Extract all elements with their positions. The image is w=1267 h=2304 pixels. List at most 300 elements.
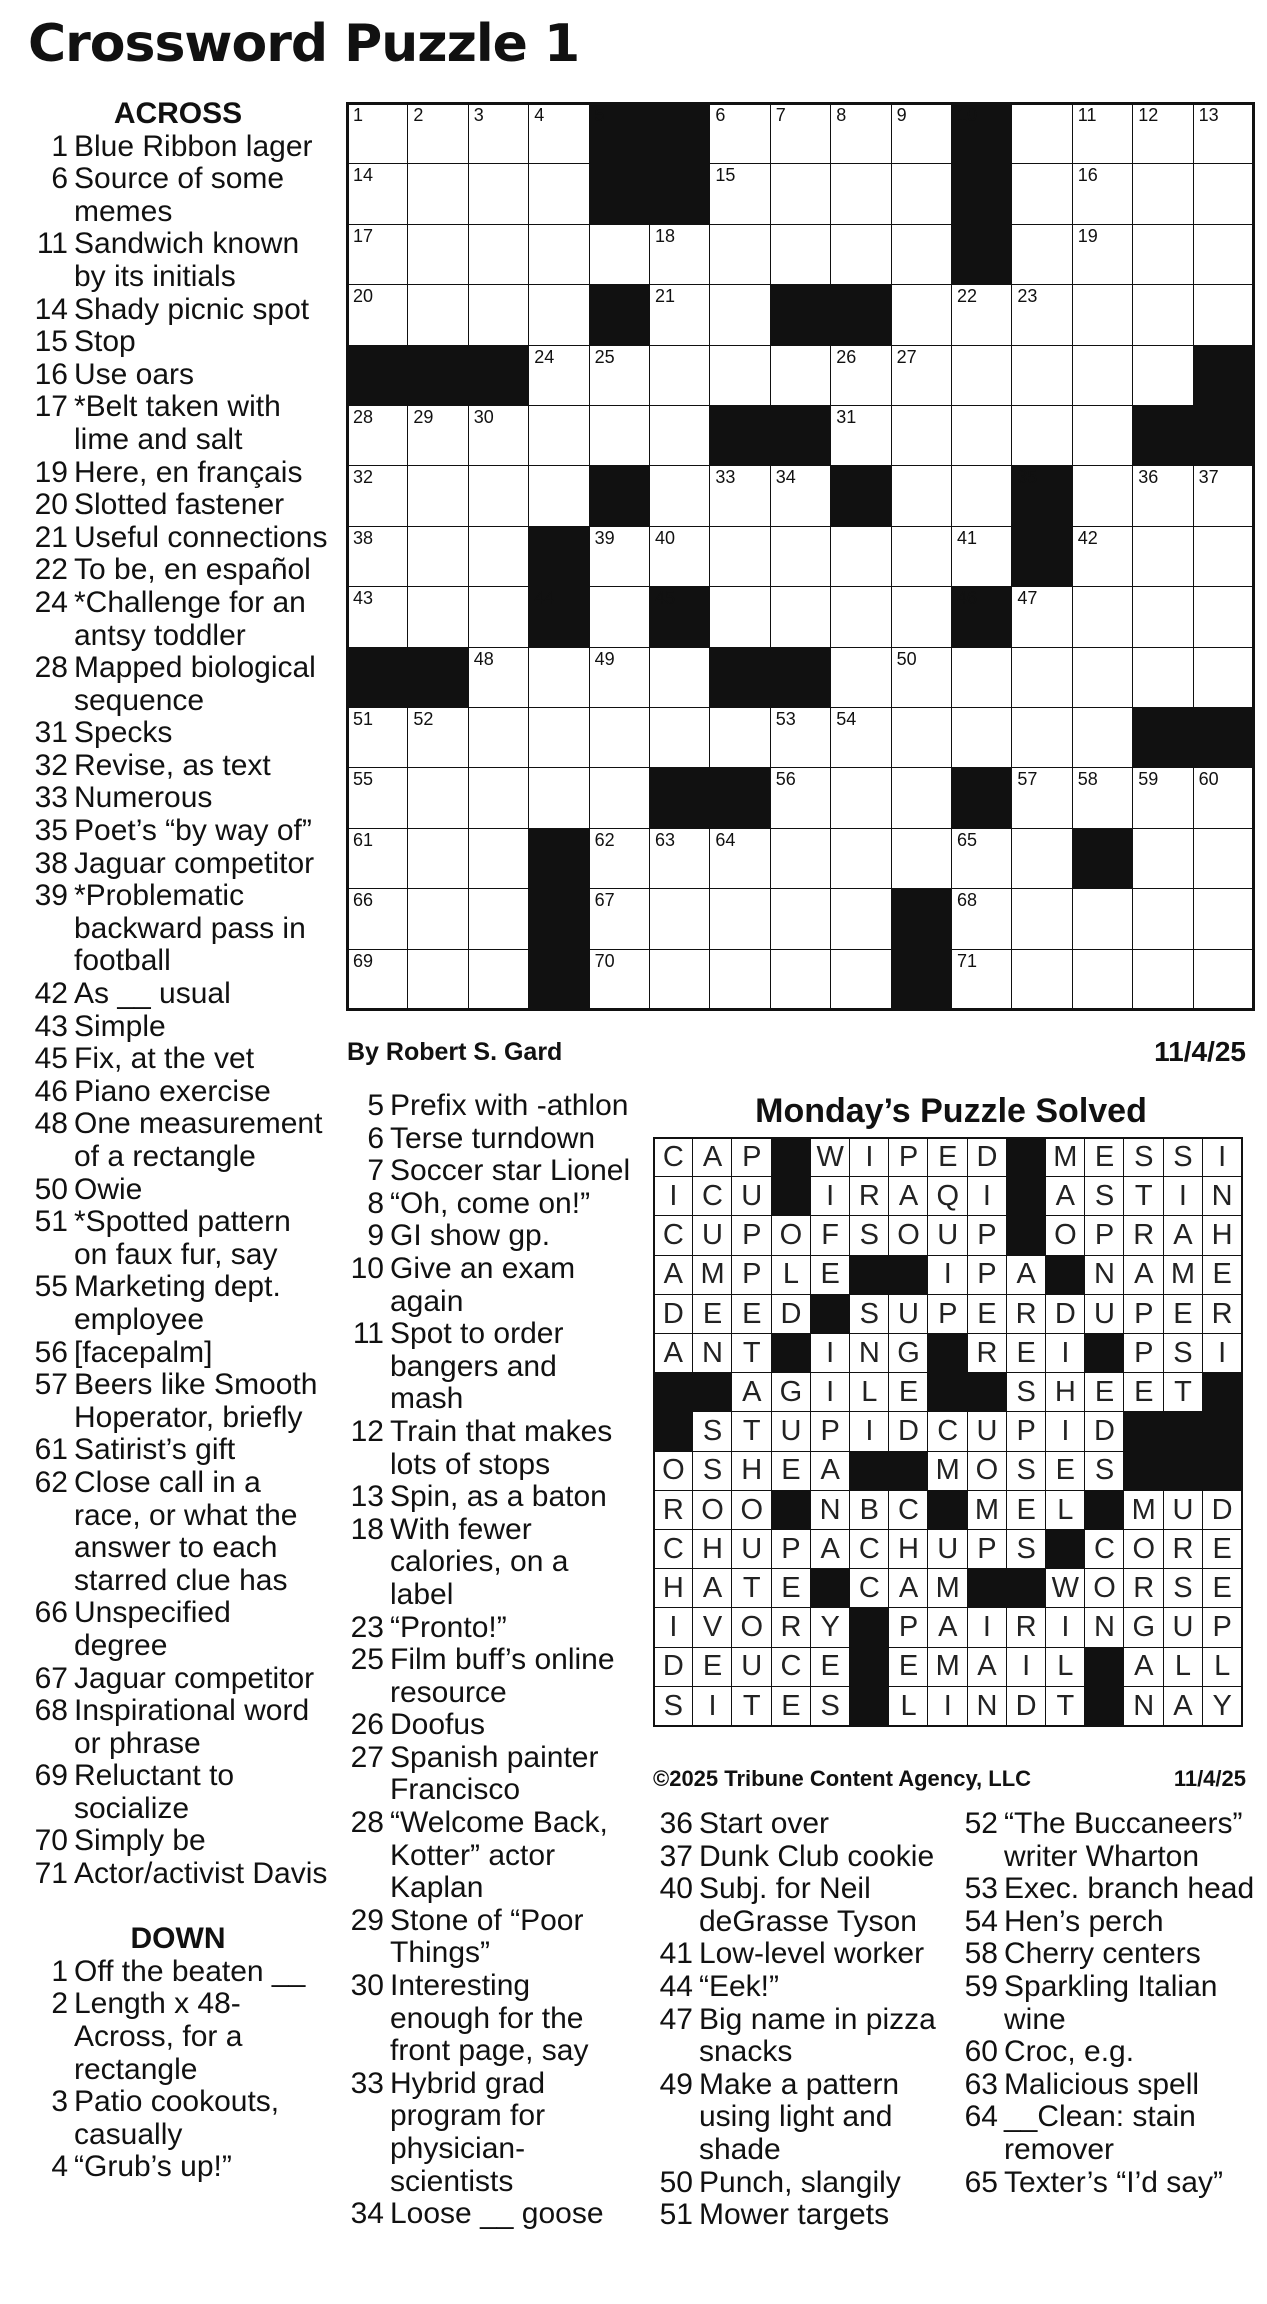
solved-cell	[967, 1255, 1008, 1296]
grid-cell[interactable]	[468, 949, 530, 1011]
grid-cell[interactable]	[891, 405, 953, 467]
grid-cell[interactable]	[1072, 526, 1134, 588]
cell-number: 28	[353, 407, 374, 427]
grid-cell[interactable]	[347, 284, 409, 346]
solved-cell	[771, 1215, 812, 1256]
grid-cell[interactable]	[1193, 888, 1255, 950]
clue-number: 48	[34, 1107, 68, 1141]
grid-cell[interactable]	[830, 828, 892, 890]
grid-cell[interactable]	[1072, 647, 1134, 709]
clue-number: 63	[964, 2067, 998, 2101]
grid-cell[interactable]	[1011, 345, 1073, 407]
grid-cell[interactable]	[1011, 405, 1073, 467]
grid-cell[interactable]	[649, 888, 711, 950]
grid-cell[interactable]	[709, 888, 771, 950]
grid-cell[interactable]	[770, 163, 832, 225]
grid-cell[interactable]	[589, 707, 651, 769]
grid-cell[interactable]	[1072, 888, 1134, 950]
clue-number: 50	[34, 1172, 68, 1206]
grid-cell[interactable]	[589, 767, 651, 829]
solved-black-square	[927, 1333, 968, 1374]
grid-cell[interactable]	[407, 888, 469, 950]
solved-cell	[692, 1137, 733, 1178]
grid-cell[interactable]	[1193, 163, 1255, 225]
grid-cell[interactable]	[770, 345, 832, 407]
clue-number: 27	[350, 1740, 384, 1774]
grid-cell[interactable]	[1193, 828, 1255, 890]
grid-cell[interactable]	[770, 828, 832, 890]
grid-cell[interactable]	[891, 465, 953, 527]
solved-letter: I	[943, 1258, 952, 1291]
solved-letter: R	[858, 1180, 880, 1213]
grid-cell[interactable]	[951, 465, 1013, 527]
black-square	[891, 888, 953, 950]
grid-cell[interactable]	[891, 163, 953, 225]
solved-cell	[1123, 1255, 1164, 1296]
grid-cell[interactable]	[528, 647, 590, 709]
grid-cell[interactable]	[407, 767, 469, 829]
grid-cell[interactable]	[528, 405, 590, 467]
solved-cell	[927, 1411, 968, 1452]
grid-cell[interactable]	[770, 707, 832, 769]
cell-number: 25	[594, 346, 615, 367]
grid-cell[interactable]	[407, 103, 469, 165]
solved-letter: P	[820, 1415, 840, 1448]
grid-cell[interactable]	[589, 888, 651, 950]
solved-letter: S	[1016, 1532, 1036, 1565]
grid-cell[interactable]	[1132, 163, 1194, 225]
clue-text: Give an exam again	[390, 1251, 576, 1318]
black-square	[951, 767, 1013, 829]
grid-cell[interactable]	[830, 707, 892, 769]
solved-black-square	[1163, 1411, 1204, 1452]
grid-cell[interactable]	[589, 647, 651, 709]
grid-cell[interactable]	[891, 526, 953, 588]
grid-cell[interactable]	[407, 284, 469, 346]
cell-number: 68	[957, 890, 978, 911]
solved-letter: U	[741, 1650, 763, 1683]
grid-cell[interactable]	[891, 828, 953, 890]
grid-cell[interactable]	[589, 949, 651, 1011]
solved-letter: L	[782, 1258, 799, 1291]
grid-cell[interactable]	[830, 767, 892, 829]
grid-cell[interactable]	[1011, 224, 1073, 286]
grid-cell[interactable]	[1072, 405, 1134, 467]
grid-cell[interactable]	[891, 345, 953, 407]
solved-letter: I	[982, 1611, 991, 1644]
solved-letter: P	[742, 1258, 762, 1291]
grid-cell[interactable]	[468, 707, 530, 769]
cell-number: 70	[594, 950, 615, 971]
grid-cell[interactable]	[1072, 465, 1134, 527]
solved-cell	[1084, 1568, 1125, 1609]
clue-number: 71	[34, 1857, 68, 1891]
down-clue-54	[958, 1906, 1258, 1939]
solved-black-square	[849, 1255, 890, 1296]
grid-cell[interactable]	[407, 828, 469, 890]
grid-cell[interactable]	[1193, 949, 1255, 1011]
grid-cell[interactable]	[830, 526, 892, 588]
grid-cell[interactable]	[1072, 103, 1134, 165]
grid-cell[interactable]	[1132, 888, 1194, 950]
solved-cell	[1084, 1529, 1125, 1570]
solved-cell	[927, 1451, 968, 1492]
solved-cell	[731, 1647, 772, 1688]
clue-number: 26	[350, 1708, 384, 1742]
clue-number: 22	[34, 553, 68, 587]
grid-cell[interactable]	[347, 828, 409, 890]
grid-cell[interactable]	[407, 707, 469, 769]
solved-cell	[888, 1411, 929, 1452]
solved-cell	[1084, 1137, 1125, 1178]
grid-cell[interactable]	[528, 345, 590, 407]
clue-number: 66	[34, 1596, 68, 1630]
grid-cell[interactable]	[1011, 707, 1073, 769]
grid-cell[interactable]	[709, 949, 771, 1011]
grid-cell[interactable]	[709, 828, 771, 890]
cell-number: 30	[473, 407, 494, 427]
grid-cell[interactable]	[649, 405, 711, 467]
grid-cell[interactable]	[1193, 284, 1255, 346]
solved-letter: C	[858, 1572, 880, 1605]
solved-cell	[1123, 1529, 1164, 1570]
grid-cell[interactable]	[649, 465, 711, 527]
solved-letter: H	[741, 1454, 763, 1487]
cell-number: 53	[775, 709, 796, 729]
page-title: Crossword Puzzle 1	[28, 14, 580, 74]
grid-cell[interactable]	[709, 284, 771, 346]
grid-cell[interactable]	[347, 405, 409, 467]
clue-number: 30	[350, 1969, 384, 2003]
clue-text: Specks	[74, 716, 173, 750]
grid-cell[interactable]	[649, 224, 711, 286]
clue-number: 36	[659, 1807, 693, 1840]
solved-letter: I	[1061, 1611, 1070, 1644]
black-square	[528, 586, 590, 648]
grid-cell[interactable]	[1072, 284, 1134, 346]
grid-cell[interactable]	[1193, 767, 1255, 829]
grid-cell[interactable]	[528, 465, 590, 527]
cell-number: 16	[1077, 165, 1098, 186]
grid-cell[interactable]	[1011, 828, 1073, 890]
grid-cell[interactable]	[1072, 586, 1134, 648]
grid-cell[interactable]	[407, 526, 469, 588]
grid-cell[interactable]	[649, 284, 711, 346]
grid-cell[interactable]	[468, 465, 530, 527]
solved-black-square	[1202, 1411, 1243, 1452]
solved-black-square	[771, 1333, 812, 1374]
solved-cell	[1123, 1490, 1164, 1531]
grid-cell[interactable]	[770, 526, 832, 588]
grid-cell[interactable]	[589, 345, 651, 407]
solved-cell	[810, 1176, 851, 1217]
grid-cell[interactable]	[468, 647, 530, 709]
grid-cell[interactable]	[1132, 465, 1194, 527]
solved-letter: T	[742, 1336, 761, 1369]
grid-cell[interactable]	[951, 526, 1013, 588]
grid-cell[interactable]	[649, 828, 711, 890]
grid-cell[interactable]	[709, 224, 771, 286]
grid-cell[interactable]	[468, 163, 530, 225]
grid-cell[interactable]	[709, 586, 771, 648]
solved-letter: H	[702, 1532, 723, 1565]
solved-letter: C	[937, 1415, 959, 1448]
down-clue-37	[653, 1841, 943, 1874]
solved-cell	[771, 1607, 812, 1648]
grid-cell[interactable]	[347, 465, 409, 527]
grid-cell[interactable]	[1193, 103, 1255, 165]
solved-letter: O	[975, 1454, 999, 1487]
grid-cell[interactable]	[589, 405, 651, 467]
grid-cell[interactable]	[468, 526, 530, 588]
solved-letter: N	[702, 1336, 723, 1369]
grid-cell[interactable]	[770, 586, 832, 648]
grid-cell[interactable]	[528, 284, 590, 346]
solved-cell	[653, 1451, 694, 1492]
down-clue-9	[344, 1220, 632, 1253]
cell-number: 52	[413, 709, 434, 729]
solved-cell	[692, 1686, 733, 1727]
grid-cell[interactable]	[649, 345, 711, 407]
grid-cell[interactable]	[649, 707, 711, 769]
solved-cell	[1163, 1607, 1204, 1648]
grid-cell[interactable]	[407, 224, 469, 286]
cell-number: 26	[836, 346, 857, 367]
solved-cell	[1045, 1137, 1086, 1178]
clue-number: 1	[51, 129, 68, 163]
cell-number: 17	[353, 225, 374, 246]
grid-cell[interactable]	[830, 103, 892, 165]
grid-cell[interactable]	[1193, 224, 1255, 286]
grid-cell[interactable]	[347, 224, 409, 286]
grid-cell[interactable]	[1132, 103, 1194, 165]
grid-cell[interactable]	[589, 224, 651, 286]
solved-letter: S	[1094, 1180, 1115, 1213]
black-square	[770, 647, 832, 709]
solved-black-square	[1123, 1411, 1164, 1452]
grid-cell[interactable]	[589, 526, 651, 588]
clue-number: 38	[34, 846, 68, 880]
solved-cell	[731, 1686, 772, 1727]
copyright: ©2025 Tribune Content Agency, LLC	[653, 1766, 1032, 1791]
black-square	[528, 526, 590, 588]
grid-cell[interactable]	[528, 767, 590, 829]
grid-cell[interactable]	[1072, 949, 1134, 1011]
grid-cell[interactable]	[1011, 103, 1073, 165]
grid-cell[interactable]	[1132, 526, 1194, 588]
grid-cell[interactable]	[407, 586, 469, 648]
grid-cell[interactable]	[770, 465, 832, 527]
solved-cell	[1202, 1255, 1243, 1296]
grid-cell[interactable]	[891, 647, 953, 709]
grid-cell[interactable]	[468, 888, 530, 950]
solved-letter: E	[938, 1140, 958, 1173]
grid-cell[interactable]	[891, 284, 953, 346]
grid-cell[interactable]	[528, 163, 590, 225]
grid-cell[interactable]	[1011, 949, 1073, 1011]
grid-cell[interactable]	[347, 526, 409, 588]
grid-cell[interactable]	[709, 345, 771, 407]
solved-letter: D	[780, 1297, 802, 1330]
grid-cell[interactable]	[709, 103, 771, 165]
grid-cell[interactable]	[951, 284, 1013, 346]
grid-cell[interactable]	[1072, 767, 1134, 829]
grid-cell[interactable]	[1132, 284, 1194, 346]
grid-cell[interactable]	[589, 586, 651, 648]
grid-cell[interactable]	[770, 224, 832, 286]
grid-cell[interactable]	[1132, 224, 1194, 286]
grid-cell[interactable]	[407, 949, 469, 1011]
solved-letter: E	[898, 1376, 919, 1409]
grid-cell[interactable]	[347, 888, 409, 950]
grid-cell[interactable]	[951, 949, 1013, 1011]
solved-letter: L	[1214, 1650, 1231, 1683]
clue-text: Stone of “Poor Things”	[390, 1903, 584, 1970]
grid-cell[interactable]	[1132, 949, 1194, 1011]
grid-cell[interactable]	[1011, 647, 1073, 709]
solved-letter: E	[1016, 1336, 1036, 1369]
solved-black-square	[849, 1607, 890, 1648]
grid-cell[interactable]	[1011, 767, 1073, 829]
solved-cell	[653, 1529, 694, 1570]
grid-cell[interactable]	[468, 224, 530, 286]
grid-cell[interactable]	[830, 224, 892, 286]
grid-cell[interactable]	[1132, 647, 1194, 709]
grid-cell[interactable]	[709, 163, 771, 225]
solved-black-square	[1006, 1137, 1047, 1178]
grid-cell[interactable]	[951, 828, 1013, 890]
solved-cell	[849, 1529, 890, 1570]
solved-letter: I	[669, 1180, 678, 1213]
solved-black-square	[849, 1686, 890, 1727]
clue-number: 13	[350, 1480, 384, 1514]
grid-cell[interactable]	[468, 103, 530, 165]
grid-cell[interactable]	[1011, 163, 1073, 225]
grid-cell[interactable]	[347, 767, 409, 829]
grid-cell[interactable]	[1132, 345, 1194, 407]
grid-cell[interactable]	[709, 465, 771, 527]
solved-letter: E	[1055, 1454, 1076, 1487]
solved-cell	[1006, 1372, 1047, 1413]
grid-cell[interactable]	[1072, 707, 1134, 769]
solved-cell	[1045, 1215, 1086, 1256]
grid-cell[interactable]	[347, 949, 409, 1011]
grid-cell[interactable]	[407, 405, 469, 467]
grid-cell[interactable]	[830, 345, 892, 407]
grid-cell[interactable]	[1011, 284, 1073, 346]
solved-letter: L	[1057, 1650, 1074, 1683]
grid-cell[interactable]	[468, 586, 530, 648]
grid-cell[interactable]	[1193, 647, 1255, 709]
grid-cell[interactable]	[830, 949, 892, 1011]
grid-cell[interactable]	[891, 586, 953, 648]
grid-cell[interactable]	[1132, 828, 1194, 890]
grid-cell[interactable]	[830, 586, 892, 648]
grid-cell[interactable]	[1011, 586, 1073, 648]
solved-letter: B	[859, 1493, 880, 1526]
down-clue-list-3	[653, 1808, 943, 2232]
grid-cell[interactable]	[528, 103, 590, 165]
grid-cell[interactable]	[1132, 586, 1194, 648]
grid-cell[interactable]	[951, 345, 1013, 407]
grid-cell[interactable]	[951, 707, 1013, 769]
grid-cell[interactable]	[649, 647, 711, 709]
solved-cell	[731, 1607, 772, 1648]
grid-cell[interactable]	[468, 405, 530, 467]
grid-cell[interactable]	[830, 405, 892, 467]
across-clue-6	[28, 163, 328, 228]
solved-cell	[771, 1294, 812, 1335]
grid-cell[interactable]	[770, 949, 832, 1011]
grid-cell[interactable]	[347, 586, 409, 648]
grid-cell[interactable]	[1193, 586, 1255, 648]
grid-cell[interactable]	[468, 828, 530, 890]
grid-cell[interactable]	[1072, 163, 1134, 225]
grid-cell[interactable]	[528, 707, 590, 769]
grid-cell[interactable]	[891, 767, 953, 829]
grid-cell[interactable]	[1011, 888, 1073, 950]
grid-cell[interactable]	[528, 224, 590, 286]
grid-cell[interactable]	[649, 526, 711, 588]
grid-cell[interactable]	[770, 767, 832, 829]
grid-cell[interactable]	[891, 103, 953, 165]
clue-number: 46	[34, 1074, 68, 1108]
grid-cell[interactable]	[407, 465, 469, 527]
solved-letter: G	[897, 1336, 920, 1369]
grid-cell[interactable]	[1193, 526, 1255, 588]
solved-letter: M	[1053, 1140, 1078, 1173]
grid-cell[interactable]	[468, 284, 530, 346]
grid-cell[interactable]	[347, 103, 409, 165]
grid-cell[interactable]	[709, 707, 771, 769]
grid-cell[interactable]	[830, 163, 892, 225]
grid-cell[interactable]	[1072, 224, 1134, 286]
clue-text: Shady picnic spot	[74, 292, 310, 326]
grid-cell[interactable]	[347, 163, 409, 225]
grid-cell[interactable]	[649, 949, 711, 1011]
solved-cell	[1045, 1451, 1086, 1492]
grid-cell[interactable]	[589, 828, 651, 890]
solved-cell	[927, 1137, 968, 1178]
grid-cell[interactable]	[951, 647, 1013, 709]
grid-cell[interactable]	[891, 224, 953, 286]
grid-cell[interactable]	[1193, 465, 1255, 527]
grid-cell[interactable]	[951, 888, 1013, 950]
clue-text: Interesting enough for the front page, say	[390, 1969, 589, 2068]
solved-black-square	[1202, 1451, 1243, 1492]
grid-cell[interactable]	[830, 888, 892, 950]
grid-cell[interactable]	[347, 707, 409, 769]
grid-cell[interactable]	[770, 888, 832, 950]
solved-cell	[1084, 1215, 1125, 1256]
solved-cell	[967, 1490, 1008, 1531]
grid-cell[interactable]	[1072, 345, 1134, 407]
grid-cell[interactable]	[770, 103, 832, 165]
solved-cell	[1006, 1686, 1047, 1727]
grid-cell[interactable]	[468, 767, 530, 829]
grid-cell[interactable]	[1132, 767, 1194, 829]
grid-cell[interactable]	[830, 647, 892, 709]
solved-cell	[1045, 1333, 1086, 1374]
grid-cell[interactable]	[951, 405, 1013, 467]
solved-black-square	[888, 1255, 929, 1296]
grid-cell[interactable]	[709, 526, 771, 588]
grid-cell[interactable]	[891, 707, 953, 769]
black-square	[528, 888, 590, 950]
solved-cell	[653, 1215, 694, 1256]
grid-cell[interactable]	[407, 163, 469, 225]
clue-text: Off the beaten __	[74, 1954, 306, 1988]
